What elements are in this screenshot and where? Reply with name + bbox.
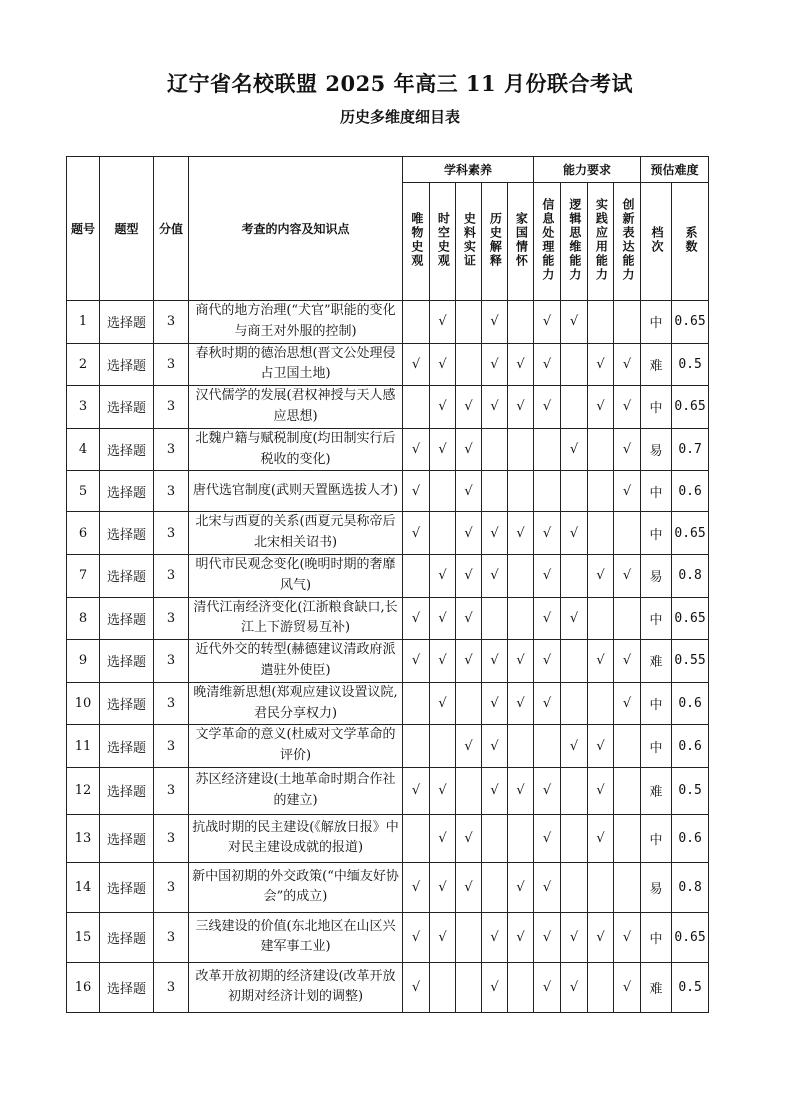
question-content: 商代的地方治理(“犬官”职能的变化与商王对外服的控制) <box>189 301 403 344</box>
empty-cell <box>614 597 641 640</box>
check-mark: √ <box>430 862 456 912</box>
difficulty-coefficient: 0.6 <box>672 725 709 768</box>
check-mark: √ <box>561 428 588 471</box>
check-mark: √ <box>482 682 508 725</box>
empty-cell <box>588 471 614 512</box>
question-score: 3 <box>154 912 189 962</box>
difficulty-level: 易 <box>641 428 672 471</box>
check-mark: √ <box>534 862 561 912</box>
question-score: 3 <box>154 814 189 862</box>
question-score: 3 <box>154 512 189 555</box>
check-mark: √ <box>561 725 588 768</box>
check-mark: √ <box>588 343 614 386</box>
check-mark: √ <box>508 682 534 725</box>
check-mark: √ <box>588 386 614 429</box>
header-subcol-label: 档次 <box>649 226 664 254</box>
check-mark: √ <box>508 767 534 814</box>
difficulty-level: 中 <box>641 682 672 725</box>
check-mark: √ <box>534 597 561 640</box>
header-subcol-label: 历史解释 <box>488 212 503 268</box>
empty-cell <box>561 814 588 862</box>
check-mark: √ <box>614 554 641 597</box>
header-subcol <box>456 183 482 301</box>
question-type: 选择题 <box>100 471 154 512</box>
question-number: 13 <box>67 814 100 862</box>
check-mark: √ <box>403 962 430 1012</box>
question-type: 选择题 <box>100 814 154 862</box>
check-mark: √ <box>430 386 456 429</box>
page-title: 辽宁省名校联盟 2025 年高三 11 月份联合考试 <box>167 71 633 96</box>
check-mark: √ <box>430 682 456 725</box>
empty-cell <box>588 301 614 344</box>
check-mark: √ <box>482 767 508 814</box>
check-mark: √ <box>430 428 456 471</box>
question-type: 选择题 <box>100 725 154 768</box>
check-mark: √ <box>482 386 508 429</box>
table-row <box>67 471 709 512</box>
check-mark: √ <box>508 512 534 555</box>
header-subcol-label: 唯物史观 <box>409 212 424 268</box>
header-subcol-label: 时空史观 <box>436 212 451 268</box>
check-mark: √ <box>614 428 641 471</box>
question-score: 3 <box>154 471 189 512</box>
page-subtitle: 历史多维度细目表 <box>339 108 460 126</box>
empty-cell <box>534 725 561 768</box>
difficulty-level: 中 <box>641 471 672 512</box>
check-mark: √ <box>482 725 508 768</box>
header-score: 分值 <box>154 157 189 301</box>
check-mark: √ <box>430 343 456 386</box>
check-mark: √ <box>456 862 482 912</box>
check-mark: √ <box>508 640 534 683</box>
empty-cell <box>508 725 534 768</box>
header-subcol <box>403 183 430 301</box>
empty-cell <box>561 767 588 814</box>
question-number: 16 <box>67 962 100 1012</box>
question-score: 3 <box>154 428 189 471</box>
check-mark: √ <box>614 640 641 683</box>
empty-cell <box>508 814 534 862</box>
question-content: 唐代选官制度(武则天置匦选拔人才) <box>189 471 403 512</box>
empty-cell <box>508 962 534 1012</box>
question-content: 春秋时期的德治思想(晋文公处理侵占卫国土地) <box>189 343 403 386</box>
question-type: 选择题 <box>100 640 154 683</box>
header-subcol <box>672 183 709 301</box>
difficulty-level: 难 <box>641 343 672 386</box>
table-row <box>67 725 709 768</box>
question-score: 3 <box>154 725 189 768</box>
empty-cell <box>456 962 482 1012</box>
difficulty-level: 易 <box>641 862 672 912</box>
check-mark: √ <box>456 554 482 597</box>
question-score: 3 <box>154 862 189 912</box>
question-score: 3 <box>154 767 189 814</box>
empty-cell <box>561 386 588 429</box>
difficulty-level: 中 <box>641 725 672 768</box>
question-score: 3 <box>154 597 189 640</box>
check-mark: √ <box>430 912 456 962</box>
question-score: 3 <box>154 343 189 386</box>
difficulty-level: 易 <box>641 554 672 597</box>
check-mark: √ <box>482 962 508 1012</box>
question-content: 北魏户籍与赋税制度(均田制实行后税收的变化) <box>189 428 403 471</box>
difficulty-coefficient: 0.6 <box>672 814 709 862</box>
table-row <box>67 512 709 555</box>
question-type: 选择题 <box>100 597 154 640</box>
header-content: 考查的内容及知识点 <box>189 157 403 301</box>
difficulty-coefficient: 0.5 <box>672 343 709 386</box>
empty-cell <box>561 471 588 512</box>
question-content: 北宋与西夏的关系(西夏元昊称帝后北宋相关诏书) <box>189 512 403 555</box>
table-row <box>67 386 709 429</box>
question-content: 清代江南经济变化(江浙粮食缺口,长江上下游贸易互补) <box>189 597 403 640</box>
check-mark: √ <box>614 386 641 429</box>
question-number: 1 <box>67 301 100 344</box>
header-subcol-label: 家国情怀 <box>514 212 529 268</box>
check-mark: √ <box>588 554 614 597</box>
difficulty-level: 中 <box>641 512 672 555</box>
difficulty-coefficient: 0.65 <box>672 301 709 344</box>
difficulty-coefficient: 0.55 <box>672 640 709 683</box>
check-mark: √ <box>508 912 534 962</box>
empty-cell <box>456 912 482 962</box>
empty-cell <box>430 725 456 768</box>
difficulty-coefficient: 0.7 <box>672 428 709 471</box>
check-mark: √ <box>403 428 430 471</box>
empty-cell <box>614 512 641 555</box>
difficulty-level: 中 <box>641 597 672 640</box>
empty-cell <box>561 640 588 683</box>
question-type: 选择题 <box>100 912 154 962</box>
check-mark: √ <box>403 343 430 386</box>
check-mark: √ <box>456 471 482 512</box>
check-mark: √ <box>561 301 588 344</box>
question-type: 选择题 <box>100 767 154 814</box>
difficulty-level: 中 <box>641 386 672 429</box>
check-mark: √ <box>588 725 614 768</box>
difficulty-coefficient: 0.8 <box>672 862 709 912</box>
check-mark: √ <box>534 386 561 429</box>
question-content: 新中国初期的外交政策(“中缅友好协会”的成立) <box>189 862 403 912</box>
check-mark: √ <box>482 512 508 555</box>
empty-cell <box>614 301 641 344</box>
table-row <box>67 862 709 912</box>
table-row <box>67 682 709 725</box>
header-subcol <box>508 183 534 301</box>
table-row <box>67 343 709 386</box>
empty-cell <box>588 962 614 1012</box>
empty-cell <box>403 301 430 344</box>
check-mark: √ <box>561 597 588 640</box>
question-content: 抗战时期的民主建设(《解放日报》中对民主建设成就的报道) <box>189 814 403 862</box>
check-mark: √ <box>430 597 456 640</box>
check-mark: √ <box>482 912 508 962</box>
empty-cell <box>403 814 430 862</box>
question-score: 3 <box>154 386 189 429</box>
empty-cell <box>561 343 588 386</box>
check-mark: √ <box>456 597 482 640</box>
empty-cell <box>430 962 456 1012</box>
empty-cell <box>561 682 588 725</box>
header-num: 题号 <box>67 157 100 301</box>
question-content: 明代市民观念变化(晚明时期的奢靡风气) <box>189 554 403 597</box>
check-mark: √ <box>456 512 482 555</box>
header-subcol <box>588 183 614 301</box>
empty-cell <box>534 471 561 512</box>
header-subcol-label: 系数 <box>683 226 698 254</box>
question-content: 晚清维新思想(郑观应建议设置议院,君民分享权力) <box>189 682 403 725</box>
check-mark: √ <box>534 640 561 683</box>
table-body <box>67 301 709 1013</box>
empty-cell <box>456 767 482 814</box>
empty-cell <box>456 343 482 386</box>
check-mark: √ <box>403 767 430 814</box>
question-type: 选择题 <box>100 962 154 1012</box>
empty-cell <box>614 767 641 814</box>
check-mark: √ <box>456 725 482 768</box>
check-mark: √ <box>403 597 430 640</box>
check-mark: √ <box>534 554 561 597</box>
check-mark: √ <box>482 554 508 597</box>
header-subcol-label: 创新表达能力 <box>620 198 635 282</box>
question-number: 6 <box>67 512 100 555</box>
check-mark: √ <box>456 814 482 862</box>
empty-cell <box>614 725 641 768</box>
question-number: 12 <box>67 767 100 814</box>
check-mark: √ <box>614 912 641 962</box>
table-row <box>67 428 709 471</box>
question-type: 选择题 <box>100 301 154 344</box>
check-mark: √ <box>482 301 508 344</box>
question-number: 11 <box>67 725 100 768</box>
check-mark: √ <box>456 386 482 429</box>
check-mark: √ <box>534 767 561 814</box>
question-number: 3 <box>67 386 100 429</box>
check-mark: √ <box>508 386 534 429</box>
check-mark: √ <box>508 862 534 912</box>
check-mark: √ <box>456 640 482 683</box>
question-content: 三线建设的价值(东北地区在山区兴建军事工业) <box>189 912 403 962</box>
header-group-difficulty: 预估难度 <box>641 157 709 183</box>
empty-cell <box>561 554 588 597</box>
empty-cell <box>482 428 508 471</box>
difficulty-coefficient: 0.65 <box>672 386 709 429</box>
check-mark: √ <box>614 471 641 512</box>
question-number: 15 <box>67 912 100 962</box>
check-mark: √ <box>614 962 641 1012</box>
spec-table <box>66 156 709 1013</box>
check-mark: √ <box>403 862 430 912</box>
table-row <box>67 640 709 683</box>
header-subcol-label: 逻辑思维能力 <box>567 198 582 282</box>
question-number: 10 <box>67 682 100 725</box>
check-mark: √ <box>534 301 561 344</box>
table-row <box>67 597 709 640</box>
check-mark: √ <box>430 554 456 597</box>
table-row <box>67 912 709 962</box>
header-subcol-label: 史料实证 <box>462 212 477 268</box>
header-subcol <box>534 183 561 301</box>
table-row <box>67 962 709 1012</box>
empty-cell <box>588 597 614 640</box>
check-mark: √ <box>508 343 534 386</box>
empty-cell <box>534 428 561 471</box>
header-subcol <box>641 183 672 301</box>
question-type: 选择题 <box>100 386 154 429</box>
question-score: 3 <box>154 554 189 597</box>
empty-cell <box>482 471 508 512</box>
question-score: 3 <box>154 962 189 1012</box>
question-number: 9 <box>67 640 100 683</box>
question-number: 2 <box>67 343 100 386</box>
question-content: 汉代儒学的发展(君权神授与天人感应思想) <box>189 386 403 429</box>
header-subcol-label: 信息处理能力 <box>540 198 555 282</box>
question-type: 选择题 <box>100 343 154 386</box>
difficulty-coefficient: 0.65 <box>672 912 709 962</box>
check-mark: √ <box>561 512 588 555</box>
header-subcol <box>561 183 588 301</box>
difficulty-coefficient: 0.5 <box>672 767 709 814</box>
difficulty-level: 难 <box>641 962 672 1012</box>
empty-cell <box>456 682 482 725</box>
difficulty-level: 中 <box>641 814 672 862</box>
difficulty-coefficient: 0.6 <box>672 682 709 725</box>
empty-cell <box>588 682 614 725</box>
difficulty-coefficient: 0.5 <box>672 962 709 1012</box>
check-mark: √ <box>561 962 588 1012</box>
check-mark: √ <box>482 640 508 683</box>
empty-cell <box>403 554 430 597</box>
check-mark: √ <box>430 767 456 814</box>
question-type: 选择题 <box>100 512 154 555</box>
question-type: 选择题 <box>100 862 154 912</box>
check-mark: √ <box>456 428 482 471</box>
question-number: 5 <box>67 471 100 512</box>
difficulty-coefficient: 0.65 <box>672 597 709 640</box>
question-content: 改革开放初期的经济建设(改革开放初期对经济计划的调整) <box>189 962 403 1012</box>
empty-cell <box>614 862 641 912</box>
header-type: 题型 <box>100 157 154 301</box>
question-number: 8 <box>67 597 100 640</box>
header-subcol <box>614 183 641 301</box>
empty-cell <box>508 471 534 512</box>
question-type: 选择题 <box>100 682 154 725</box>
check-mark: √ <box>614 682 641 725</box>
empty-cell <box>482 597 508 640</box>
check-mark: √ <box>614 343 641 386</box>
question-type: 选择题 <box>100 554 154 597</box>
empty-cell <box>561 862 588 912</box>
check-mark: √ <box>588 814 614 862</box>
empty-cell <box>403 725 430 768</box>
difficulty-coefficient: 0.8 <box>672 554 709 597</box>
check-mark: √ <box>482 343 508 386</box>
empty-cell <box>508 428 534 471</box>
empty-cell <box>482 814 508 862</box>
check-mark: √ <box>534 512 561 555</box>
check-mark: √ <box>403 512 430 555</box>
check-mark: √ <box>588 767 614 814</box>
difficulty-level: 难 <box>641 767 672 814</box>
question-number: 7 <box>67 554 100 597</box>
empty-cell <box>588 428 614 471</box>
empty-cell <box>403 682 430 725</box>
header-subcol <box>430 183 456 301</box>
difficulty-level: 中 <box>641 912 672 962</box>
empty-cell <box>588 512 614 555</box>
check-mark: √ <box>534 343 561 386</box>
question-type: 选择题 <box>100 428 154 471</box>
header-subcol <box>482 183 508 301</box>
check-mark: √ <box>430 301 456 344</box>
empty-cell <box>614 814 641 862</box>
question-score: 3 <box>154 301 189 344</box>
question-content: 苏区经济建设(土地革命时期合作社的建立) <box>189 767 403 814</box>
empty-cell <box>508 597 534 640</box>
check-mark: √ <box>561 912 588 962</box>
header-group-literacy: 学科素养 <box>403 157 534 183</box>
empty-cell <box>430 512 456 555</box>
check-mark: √ <box>403 640 430 683</box>
empty-cell <box>482 862 508 912</box>
difficulty-level: 难 <box>641 640 672 683</box>
empty-cell <box>588 862 614 912</box>
question-number: 14 <box>67 862 100 912</box>
empty-cell <box>456 301 482 344</box>
header-group-ability: 能力要求 <box>534 157 641 183</box>
check-mark: √ <box>588 640 614 683</box>
check-mark: √ <box>534 962 561 1012</box>
table-row <box>67 301 709 344</box>
difficulty-level: 中 <box>641 301 672 344</box>
difficulty-coefficient: 0.6 <box>672 471 709 512</box>
empty-cell <box>508 554 534 597</box>
check-mark: √ <box>403 471 430 512</box>
question-score: 3 <box>154 640 189 683</box>
check-mark: √ <box>403 912 430 962</box>
header-subcol-label: 实践应用能力 <box>594 198 609 282</box>
question-score: 3 <box>154 682 189 725</box>
check-mark: √ <box>430 640 456 683</box>
empty-cell <box>430 471 456 512</box>
check-mark: √ <box>534 682 561 725</box>
table-row <box>67 767 709 814</box>
empty-cell <box>403 386 430 429</box>
table-row <box>67 814 709 862</box>
question-content: 文学革命的意义(杜威对文学革命的评价) <box>189 725 403 768</box>
question-number: 4 <box>67 428 100 471</box>
question-content: 近代外交的转型(赫德建议清政府派遣驻外使臣) <box>189 640 403 683</box>
check-mark: √ <box>534 912 561 962</box>
table-row <box>67 554 709 597</box>
check-mark: √ <box>430 814 456 862</box>
empty-cell <box>508 301 534 344</box>
difficulty-coefficient: 0.65 <box>672 512 709 555</box>
check-mark: √ <box>588 912 614 962</box>
check-mark: √ <box>534 814 561 862</box>
